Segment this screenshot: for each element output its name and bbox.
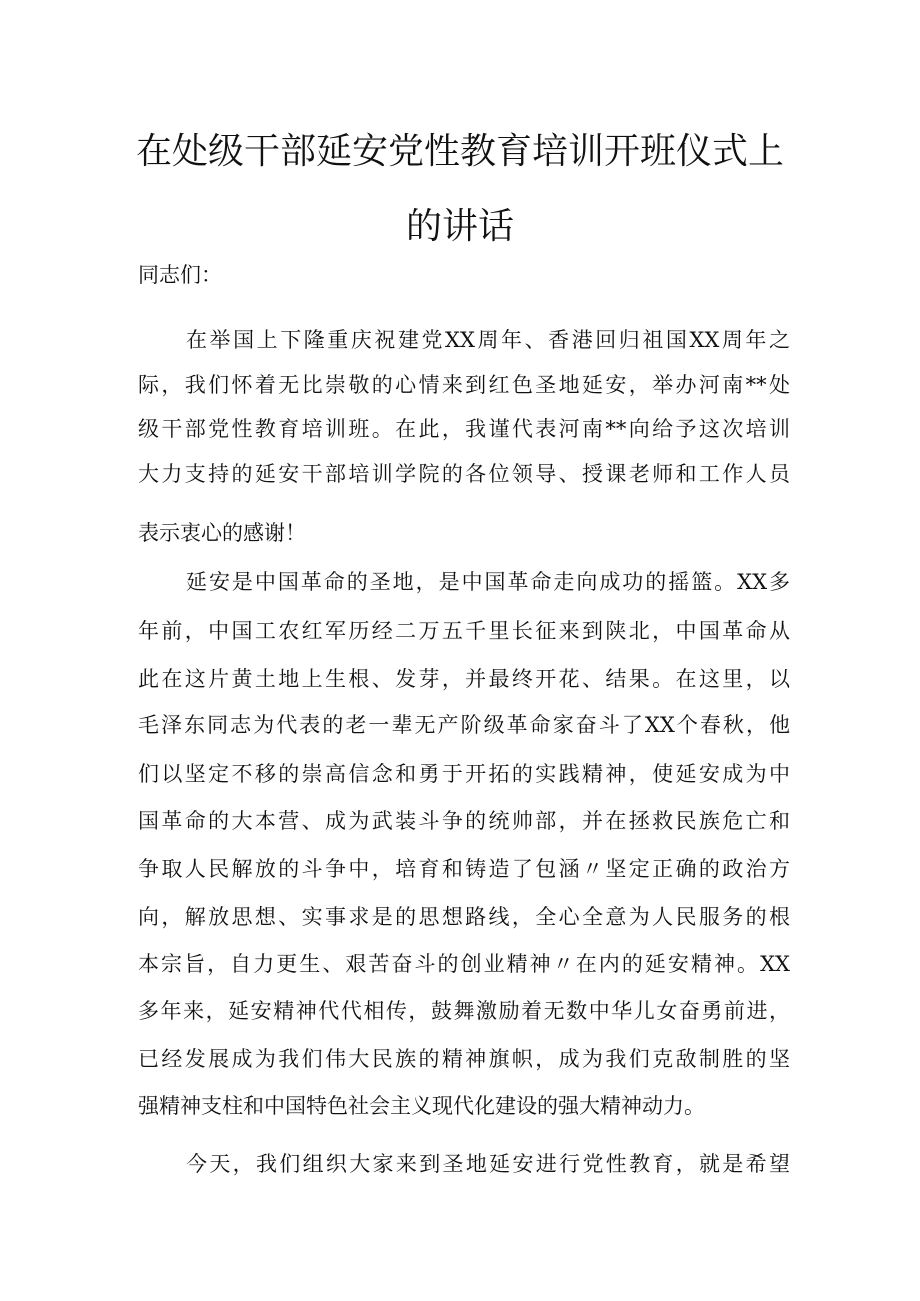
- text-line: 已经发展成为我们伟大民族的精神旗帜，成为我们克敌制胜的坚: [138, 1047, 790, 1071]
- text-line: 今天，我们组织大家来到圣地延安进行党性教育，就是希望: [186, 1152, 790, 1176]
- text-line: 们以坚定不移的崇高信念和勇于开拓的实践精神，使延安成为中: [138, 762, 790, 786]
- text-line: 年前，中国工农红军历经二万五千里长征来到陕北，中国革命从: [138, 619, 790, 643]
- salutation: 同志们：: [138, 263, 222, 287]
- text-line: 延安是中国革命的圣地，是中国革命走向成功的摇篮。XX多: [186, 570, 790, 594]
- text-line: 毛泽东同志为代表的老一辈无产阶级革命家奋斗了XX个春秋，他: [138, 713, 790, 737]
- text-line: 多年来，延安精神代代相传，鼓舞激励着无数中华儿女奋勇前进，: [138, 999, 790, 1023]
- text-line: 在举国上下隆重庆祝建党XX周年、香港回归祖国XX周年之: [186, 328, 790, 352]
- text-line: 争取人民解放的斗争中，培育和铸造了包涵〃坚定正确的政治方: [138, 857, 790, 881]
- text-line: 本宗旨，自力更生、艰苦奋斗的创业精神〃在内的延安精神。XX: [138, 952, 790, 976]
- text-line: 向，解放思想、实事求是的思想路线，全心全意为人民服务的根: [138, 905, 790, 929]
- text-line: 国革命的大本营、成为武装斗争的统帅部，并在拯救民族危亡和: [138, 809, 790, 833]
- text-line: 际，我们怀着无比崇敬的心情来到红色圣地延安，举办河南**处: [138, 373, 790, 397]
- text-line: 级干部党性教育培训班。在此，我谨代表河南**向给予这次培训: [138, 417, 790, 441]
- text-line: 表示衷心的感谢！: [138, 521, 306, 545]
- text-line: 此在这片黄土地上生根、发芽，并最终开花、结果。在这里，以: [138, 667, 790, 691]
- document-title-line-2: 的讲话: [405, 206, 514, 247]
- document-title-line-1: 在处级干部延安党性教育培训开班仪式上: [135, 131, 784, 172]
- text-line: 强精神支柱和中国特色社会主义现代化建设的强大精神动力。: [138, 1094, 705, 1118]
- text-line: 大力支持的延安干部培训学院的各位领导、授课老师和工作人员: [138, 462, 790, 486]
